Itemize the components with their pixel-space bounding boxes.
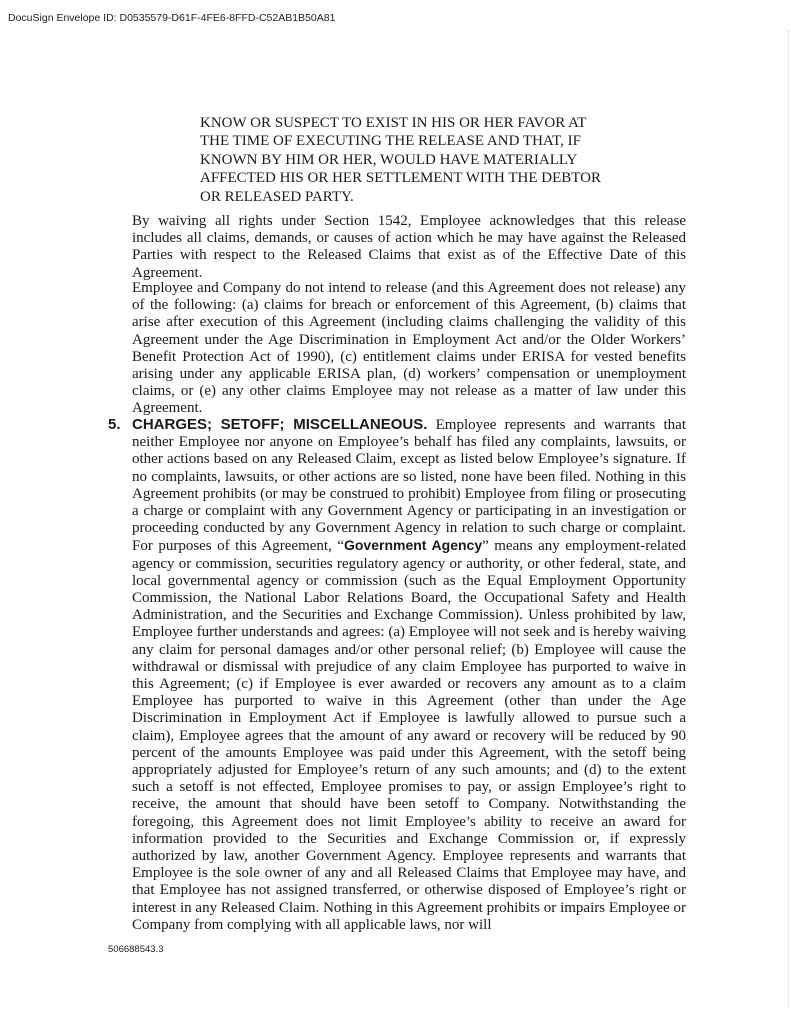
waiver-paragraph: By waiving all rights under Section 1542, Employee acknowledges that this release includes all claims, demands, or causes of action which he may have against the Released Parties with respect to the Released Claims that exist as of the Effective Date of this Agreement. [132,213,686,281]
quoted-statute-text [200,114,600,206]
docusign-envelope-id: DocuSign Envelope ID: D0535579-D61F-4FE6-8FFD-C52AB1B50A81 [8,12,336,24]
caps-line: AFFECTED HIS OR HER SETTLEMENT WITH THE DEBTOR [200,170,601,187]
exclusions-paragraph: Employee and Company do not intend to release (and this Agreement does not release) any of the following: (a) claims for breach or enforcement of this Agreement, (b) claims that arise after execution of this Agreement (including claims challenging the validity of this Agreement under the Age Discrimination in Employment Act and/or the Older Workers’ Benefit Protection Act of 1990), (c) entitlement claims under ERISA for vested benefits arising under any applicable ERISA plan, (d) workers’ compensation or unemployment claims, or (e) any other claims Employee may not release as a matter of law under this Agreement. [132,280,686,417]
caps-line: OR RELEASED PARTY. [200,188,354,205]
section-text-part-2: ” means any employment-related agency or commission, securities regulatory agency or authority, or other federal, state, and local governmental agency or commission (such as the Equal Employment Opportunity Commission, the National Labor Relations Board, the Occupational Safety and Health Administration, and the Securities and Exchange Commission). Unless prohibited by law, Employee further understands and agrees: (a) Employee will not seek and is hereby waiving any claim for personal damages and/or other personal relief; (b) Employee will cause the withdrawal or dismissal with prejudice of any claim Employee has purported to waive in this Agreement; (c) if Employee is ever awarded or recovers any amount as to a claim Employee has purported to waive in this Agreement (other than under the Age Discrimination in Employment Act if Employee is lawfully allowed to pursue such a claim), Employee agrees that the amount of any award or recovery will be reduced by 90 percent of the amounts Employee was paid under this Agreement, with the setoff being appropriately adjusted for Employee’s return of any such amounts; and (d) to the extent such a setoff is not effected, Employee promises to pay, or assign Employee’s right to receive, the amount that should have been setoff to Company. Notwithstanding the foregoing, this Agreement does not limit Employee’s ability to receive an award for information provided to the Securities and Exchange Commission or, if expressly authorized by law, another Government Agency. Employee represents and warrants that Employee is the sole owner of any and all Released Claims that Employee may have, and that Employee has not assigned transferred, or otherwise disposed of Employee’s right or interest in any Released Claim. Nothing in this Agreement prohibits or impairs Employee or Company from complying with all applicable laws, nor will [132,538,686,933]
document-number: 506688543.3 [108,944,164,955]
defined-term: Government Agency [343,537,483,554]
scan-edge-divider [787,30,789,1010]
caps-line: KNOW OR SUSPECT TO EXIST IN HIS OR HER FAVOR AT [200,115,587,131]
section-heading: CHARGES; SETOFF; MISCELLANEOUS. [132,416,428,433]
section-number: 5. [108,416,121,433]
caps-line: THE TIME OF EXECUTING THE RELEASE AND THAT, IF [200,133,581,150]
section-5 [108,416,686,934]
section-text-part-1: Employee represents and warrants that neither Employee nor anyone on Employee’s behalf has filed any complaints, lawsuits, or other actions based on any Released Claim, except as listed below Employee’s signature. If no complaints, lawsuits, or other actions are so listed, none have been filed. Nothing in this Agreement prohibits (or may be construed to prohibit) Employee from filing or prosecuting a charge or complaint with any Government Agency or participating in an investigation or proceeding conducted by any Government Agency in relation to such charge or complaint. For purposes of this Agreement, “ [132,417,686,555]
caps-line: KNOWN BY HIM OR HER, WOULD HAVE MATERIALLY [200,151,578,168]
